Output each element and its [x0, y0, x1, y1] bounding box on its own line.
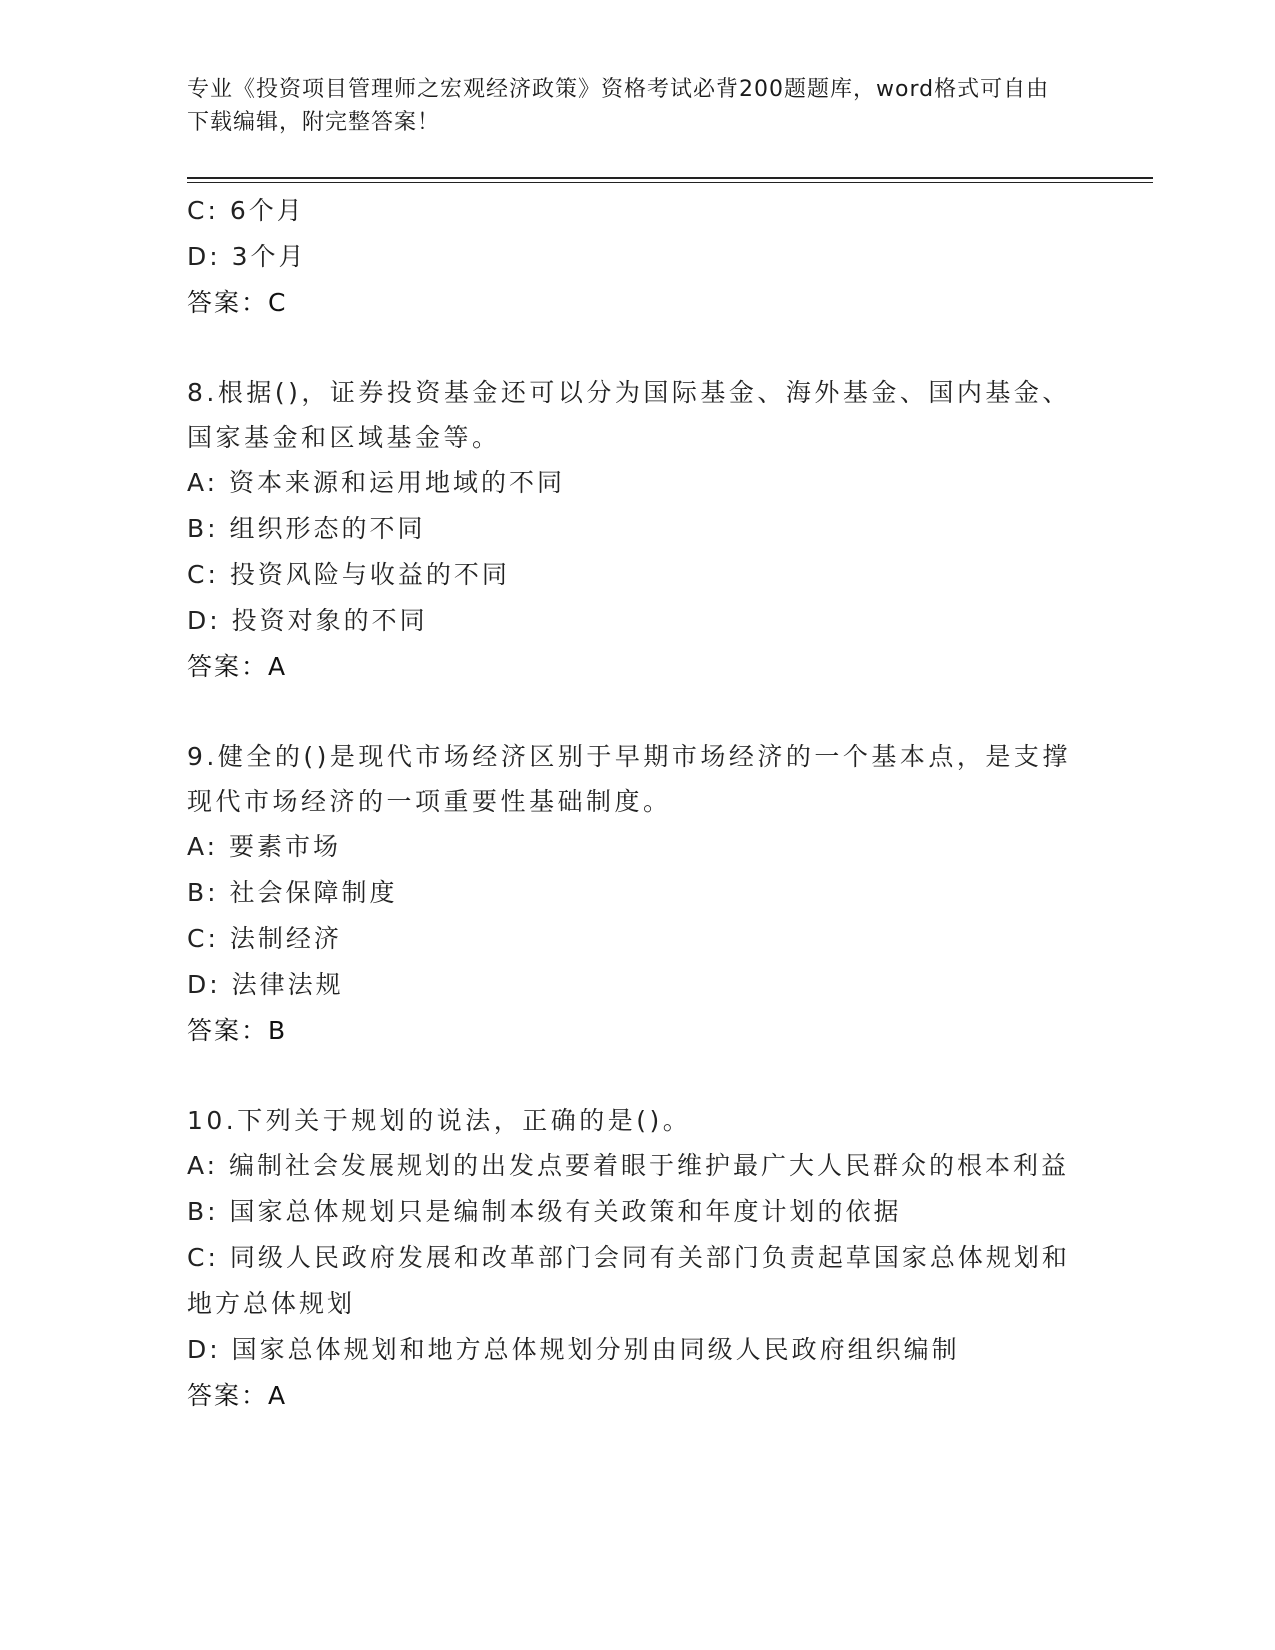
answer-line: 答案：C — [187, 288, 288, 317]
option-c: C: 6个月 — [187, 196, 305, 225]
option-c: C: 法制经济 — [187, 924, 342, 953]
option-a: A: 编制社会发展规划的出发点要着眼于维护最广大人民群众的根本利益 — [187, 1151, 1070, 1180]
option-a: A: 资本来源和运用地域的不同 — [187, 468, 566, 497]
option-c: C: 同级人民政府发展和改革部门会同有关部门负责起草国家总体规划和地方总体规划 — [187, 1243, 1070, 1318]
document-header: 专业《投资项目管理师之宏观经济政策》资格考试必背200题题库，word格式可自由下载编辑，附完整答案！ — [187, 77, 1050, 135]
option-d: D: 法律法规 — [187, 970, 344, 999]
header-rule-thin — [187, 182, 1153, 183]
answer-line: 答案：B — [187, 1016, 288, 1045]
option-d: D: 国家总体规划和地方总体规划分别由同级人民政府组织编制 — [187, 1335, 960, 1364]
option-a: A: 要素市场 — [187, 832, 342, 861]
answer-line: 答案：A — [187, 652, 288, 681]
option-b: B: 社会保障制度 — [187, 878, 398, 907]
option-d: D: 3个月 — [187, 242, 307, 271]
option-b: B: 国家总体规划只是编制本级有关政策和年度计划的依据 — [187, 1197, 902, 1226]
question-10 — [187, 1098, 1077, 1419]
header-rule-thick — [187, 177, 1153, 179]
option-d: D: 投资对象的不同 — [187, 606, 428, 635]
question-stem: 9.健全的()是现代市场经济区别于早期市场经济的一个基本点，是支撑现代市场经济的一项重要性基础制度。 — [187, 742, 1071, 816]
question-stem: 10.下列关于规划的说法，正确的是()。 — [187, 1106, 692, 1135]
answer-line: 答案：A — [187, 1381, 288, 1410]
question-8 — [187, 370, 1077, 690]
document-body — [187, 188, 1077, 1419]
question-stem: 8.根据()，证券投资基金还可以分为国际基金、海外基金、国内基金、国家基金和区域基金等。 — [187, 378, 1071, 452]
continued-question — [187, 188, 1077, 326]
option-b: B: 组织形态的不同 — [187, 514, 426, 543]
option-c: C: 投资风险与收益的不同 — [187, 560, 510, 589]
question-9 — [187, 734, 1077, 1054]
